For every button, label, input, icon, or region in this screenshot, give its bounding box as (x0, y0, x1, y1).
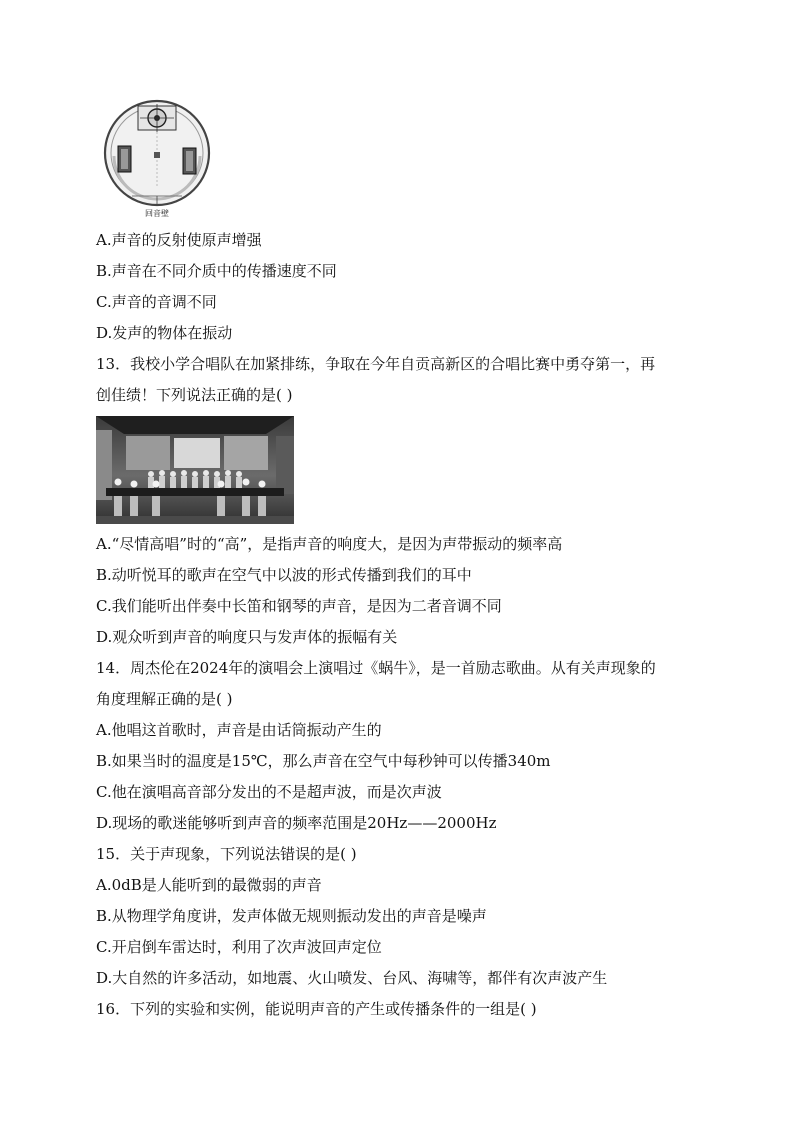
q14-option-a: A.他唱这首歌时，声音是由话筒振动产生的 (96, 721, 382, 739)
q13-stem-line1: 13．我校小学合唱队在加紧排练，争取在今年自贡高新区的合唱比赛中勇夺第一，再 (96, 355, 656, 373)
q15-option-d: D.大自然的许多活动，如地震、火山喷发、台风、海啸等，都伴有次声波产生 (96, 969, 608, 987)
q15-option-b: B.从物理学角度讲，发声体做无规则振动发出的声音是噪声 (96, 907, 487, 925)
choir-photo (96, 416, 294, 524)
figure-caption: 回音壁 (145, 209, 169, 218)
q15-option-c: C.开启倒车雷达时，利用了次声波回声定位 (96, 938, 382, 956)
q14-option-b: B.如果当时的温度是15℃，那么声音在空气中每秒钟可以传播340m (96, 752, 551, 770)
q14-option-c: C.他在演唱高音部分发出的不是超声波，而是次声波 (96, 783, 442, 801)
q12-option-d: D.发声的物体在振动 (96, 324, 233, 342)
q14-stem-line1: 14．周杰伦在2024年的演唱会上演唱过《蜗牛》，是一首励志歌曲。从有关声现象的 (96, 659, 656, 677)
q15-stem: 15．关于声现象，下列说法错误的是( ) (96, 845, 357, 863)
q13-stem-line2: 创佳绩！下列说法正确的是( ) (96, 386, 293, 404)
q13-option-d: D.观众听到声音的响度只与发声体的振幅有关 (96, 628, 398, 646)
q13-option-c: C.我们能听出伴奏中长笛和钢琴的声音，是因为二者音调不同 (96, 597, 502, 615)
q13-option-b: B.动听悦耳的歌声在空气中以波的形式传播到我们的耳中 (96, 566, 472, 584)
q12-option-b: B.声音在不同介质中的传播速度不同 (96, 262, 337, 280)
echo-wall-figure (100, 96, 214, 220)
q12-option-a: A.声音的反射使原声增强 (96, 231, 262, 249)
q15-option-a: A.0dB是人能听到的最微弱的声音 (96, 876, 322, 894)
q16-stem: 16．下列的实验和实例，能说明声音的产生或传播条件的一组是( ) (96, 1000, 537, 1018)
q14-option-d: D.现场的歌迷能够听到声音的频率范围是20Hz——2000Hz (96, 814, 497, 832)
q14-stem-line2: 角度理解正确的是( ) (96, 690, 233, 708)
q13-option-a: A.“尽情高唱”时的“高”，是指声音的响度大，是因为声带振动的频率高 (96, 535, 563, 553)
q12-option-c: C.声音的音调不同 (96, 293, 217, 311)
